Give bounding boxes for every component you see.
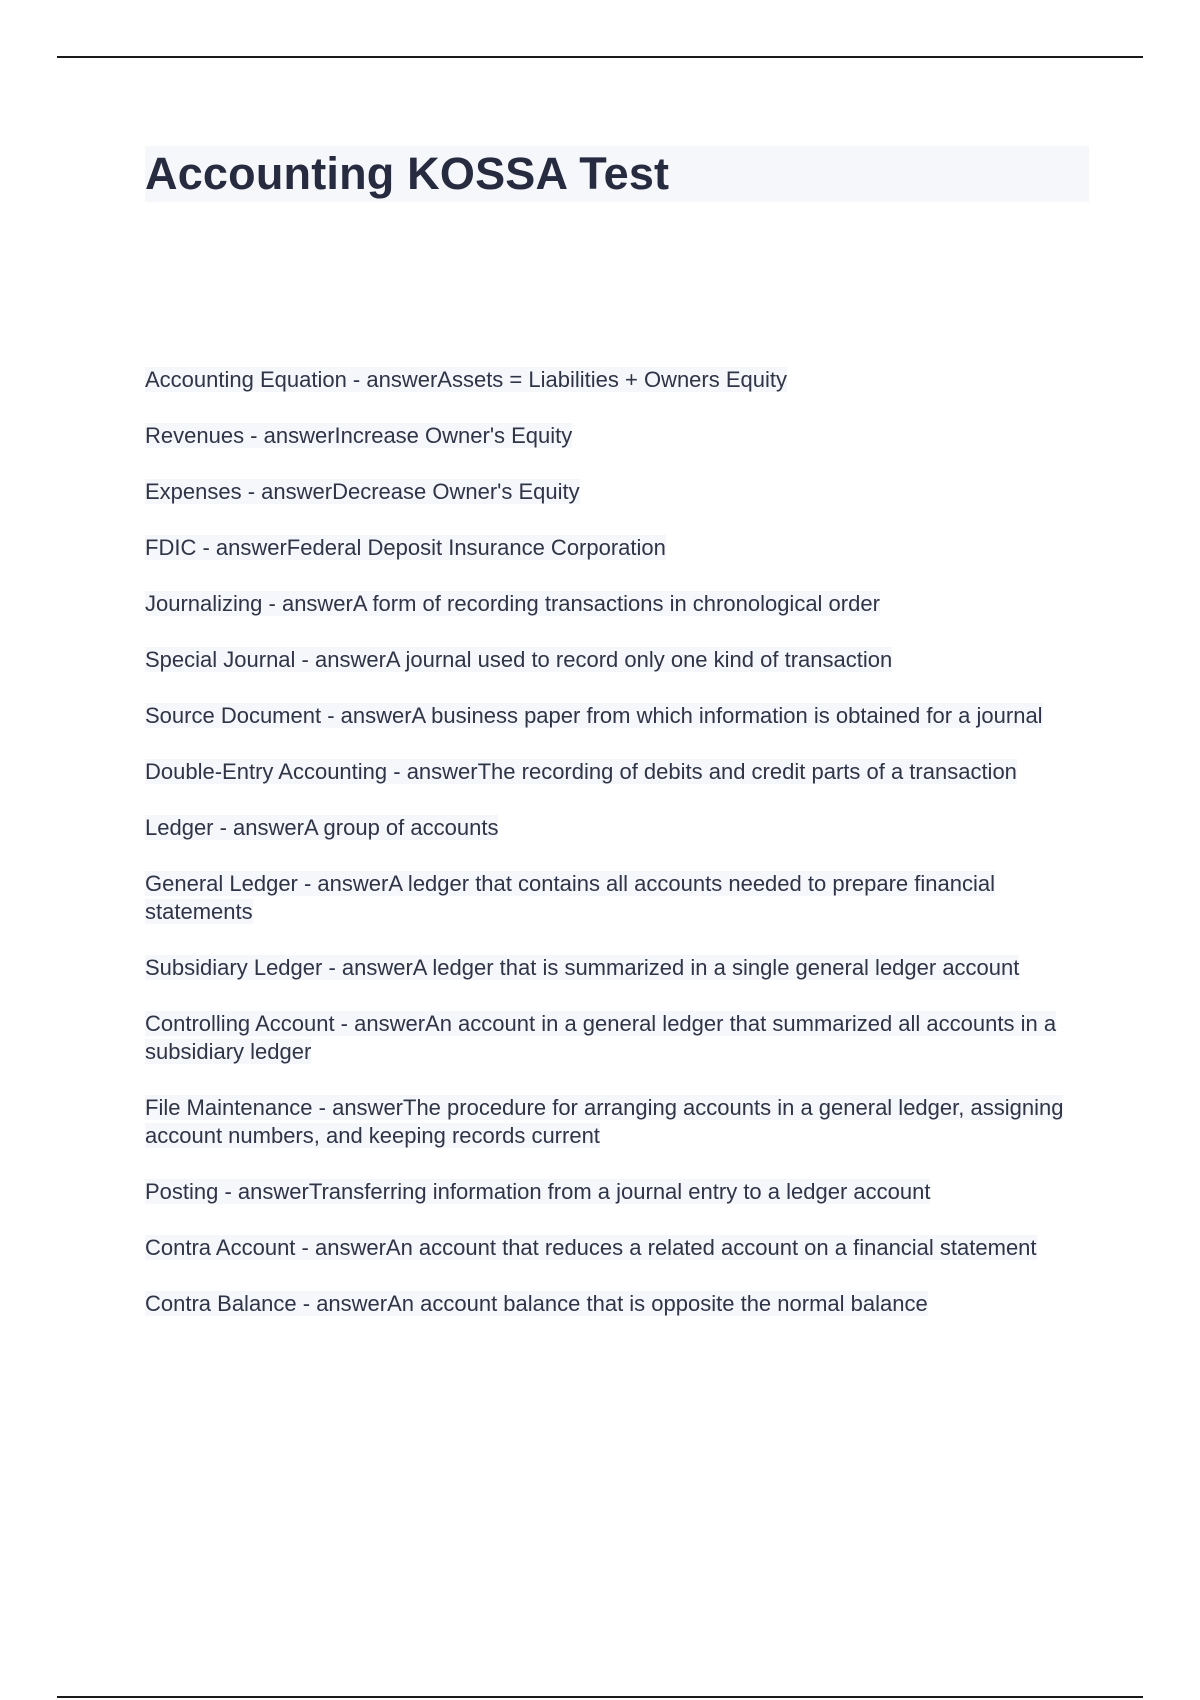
list-item xyxy=(145,702,1090,730)
item-text: Double-Entry Accounting - answerThe recording of debits and credit parts of a transaction xyxy=(145,759,1017,784)
list-item xyxy=(145,870,1090,926)
item-text: Special Journal - answerA journal used to record only one kind of transaction xyxy=(145,647,893,672)
item-text: Posting - answerTransferring information from a journal entry to a ledger account xyxy=(145,1179,931,1204)
list-item xyxy=(145,1290,1090,1318)
list-item xyxy=(145,954,1090,982)
top-rule xyxy=(57,56,1143,58)
item-text: Expenses - answerDecrease Owner's Equity xyxy=(145,479,580,504)
list-item xyxy=(145,1010,1090,1066)
item-text: File Maintenance - answerThe procedure for arranging accounts in a general ledger, assigning account numbers, and keeping records current xyxy=(145,1095,1064,1148)
item-text: FDIC - answerFederal Deposit Insurance Corporation xyxy=(145,535,666,560)
list-item xyxy=(145,590,1090,618)
list-item xyxy=(145,422,1090,450)
item-text: Accounting Equation - answerAssets = Liabilities + Owners Equity xyxy=(145,367,787,392)
bottom-rule xyxy=(57,1696,1143,1698)
item-text: Revenues - answerIncrease Owner's Equity xyxy=(145,423,573,448)
item-text: Journalizing - answerA form of recording transactions in chronological order xyxy=(145,591,880,616)
list-item xyxy=(145,366,1090,394)
list-item xyxy=(145,1178,1090,1206)
list-item xyxy=(145,814,1090,842)
item-text: Ledger - answerA group of accounts xyxy=(145,815,499,840)
list-item xyxy=(145,478,1090,506)
page-title: Accounting KOSSA Test xyxy=(145,148,670,199)
item-text: Subsidiary Ledger - answerA ledger that is summarized in a single general ledger account xyxy=(145,955,1020,980)
list-item xyxy=(145,758,1090,786)
list-item xyxy=(145,1234,1090,1262)
item-text: Controlling Account - answerAn account in a general ledger that summarized all accounts in a subsidiary ledger xyxy=(145,1011,1057,1064)
item-text: Source Document - answerA business paper from which information is obtained for a journal xyxy=(145,703,1043,728)
list-item xyxy=(145,534,1090,562)
list-item xyxy=(145,646,1090,674)
item-text: Contra Balance - answerAn account balance that is opposite the normal balance xyxy=(145,1291,928,1316)
item-text: Contra Account - answerAn account that reduces a related account on a financial statement xyxy=(145,1235,1037,1260)
qa-list xyxy=(145,366,1090,1346)
item-text: General Ledger - answerA ledger that contains all accounts needed to prepare financial statements xyxy=(145,871,995,924)
list-item xyxy=(145,1094,1090,1150)
